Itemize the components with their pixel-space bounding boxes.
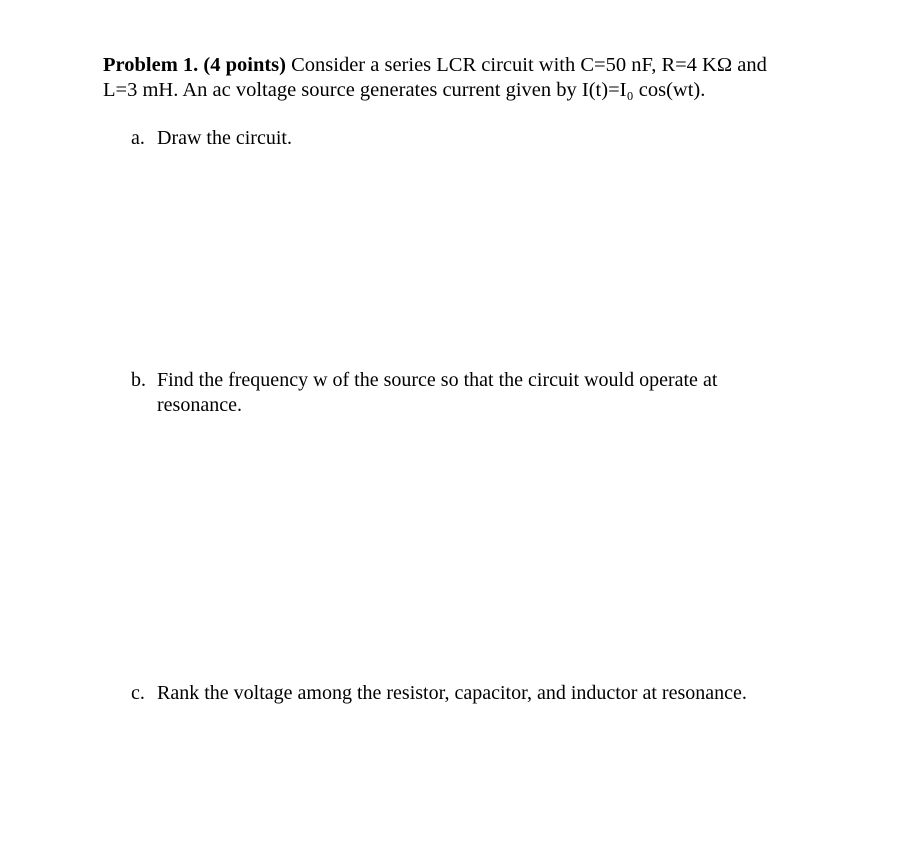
part-a (131, 126, 831, 151)
part-b-text-line-2: resonance. (157, 394, 242, 416)
part-c-marker: c. (131, 682, 145, 704)
problem-line-1 (103, 53, 803, 78)
part-a-text: Draw the circuit. (157, 127, 292, 149)
problem-label: Problem 1. (4 points) (103, 54, 286, 76)
part-b-text-line-1: Find the frequency w of the source so that the circuit would operate at (157, 369, 718, 391)
problem-text-line-2: L=3 mH. An ac voltage source generates current given by I(t)=I₀ cos(wt). (103, 79, 706, 101)
part-c (131, 681, 831, 706)
problem-statement (103, 53, 803, 103)
part-b-marker: b. (131, 369, 146, 391)
part-a-marker: a. (131, 127, 145, 149)
part-c-text: Rank the voltage among the resistor, capacitor, and inductor at resonance. (157, 682, 747, 704)
problem-text-line-1: Consider a series LCR circuit with C=50 nF, R=4 KΩ and (285, 54, 767, 76)
part-b (131, 368, 831, 418)
